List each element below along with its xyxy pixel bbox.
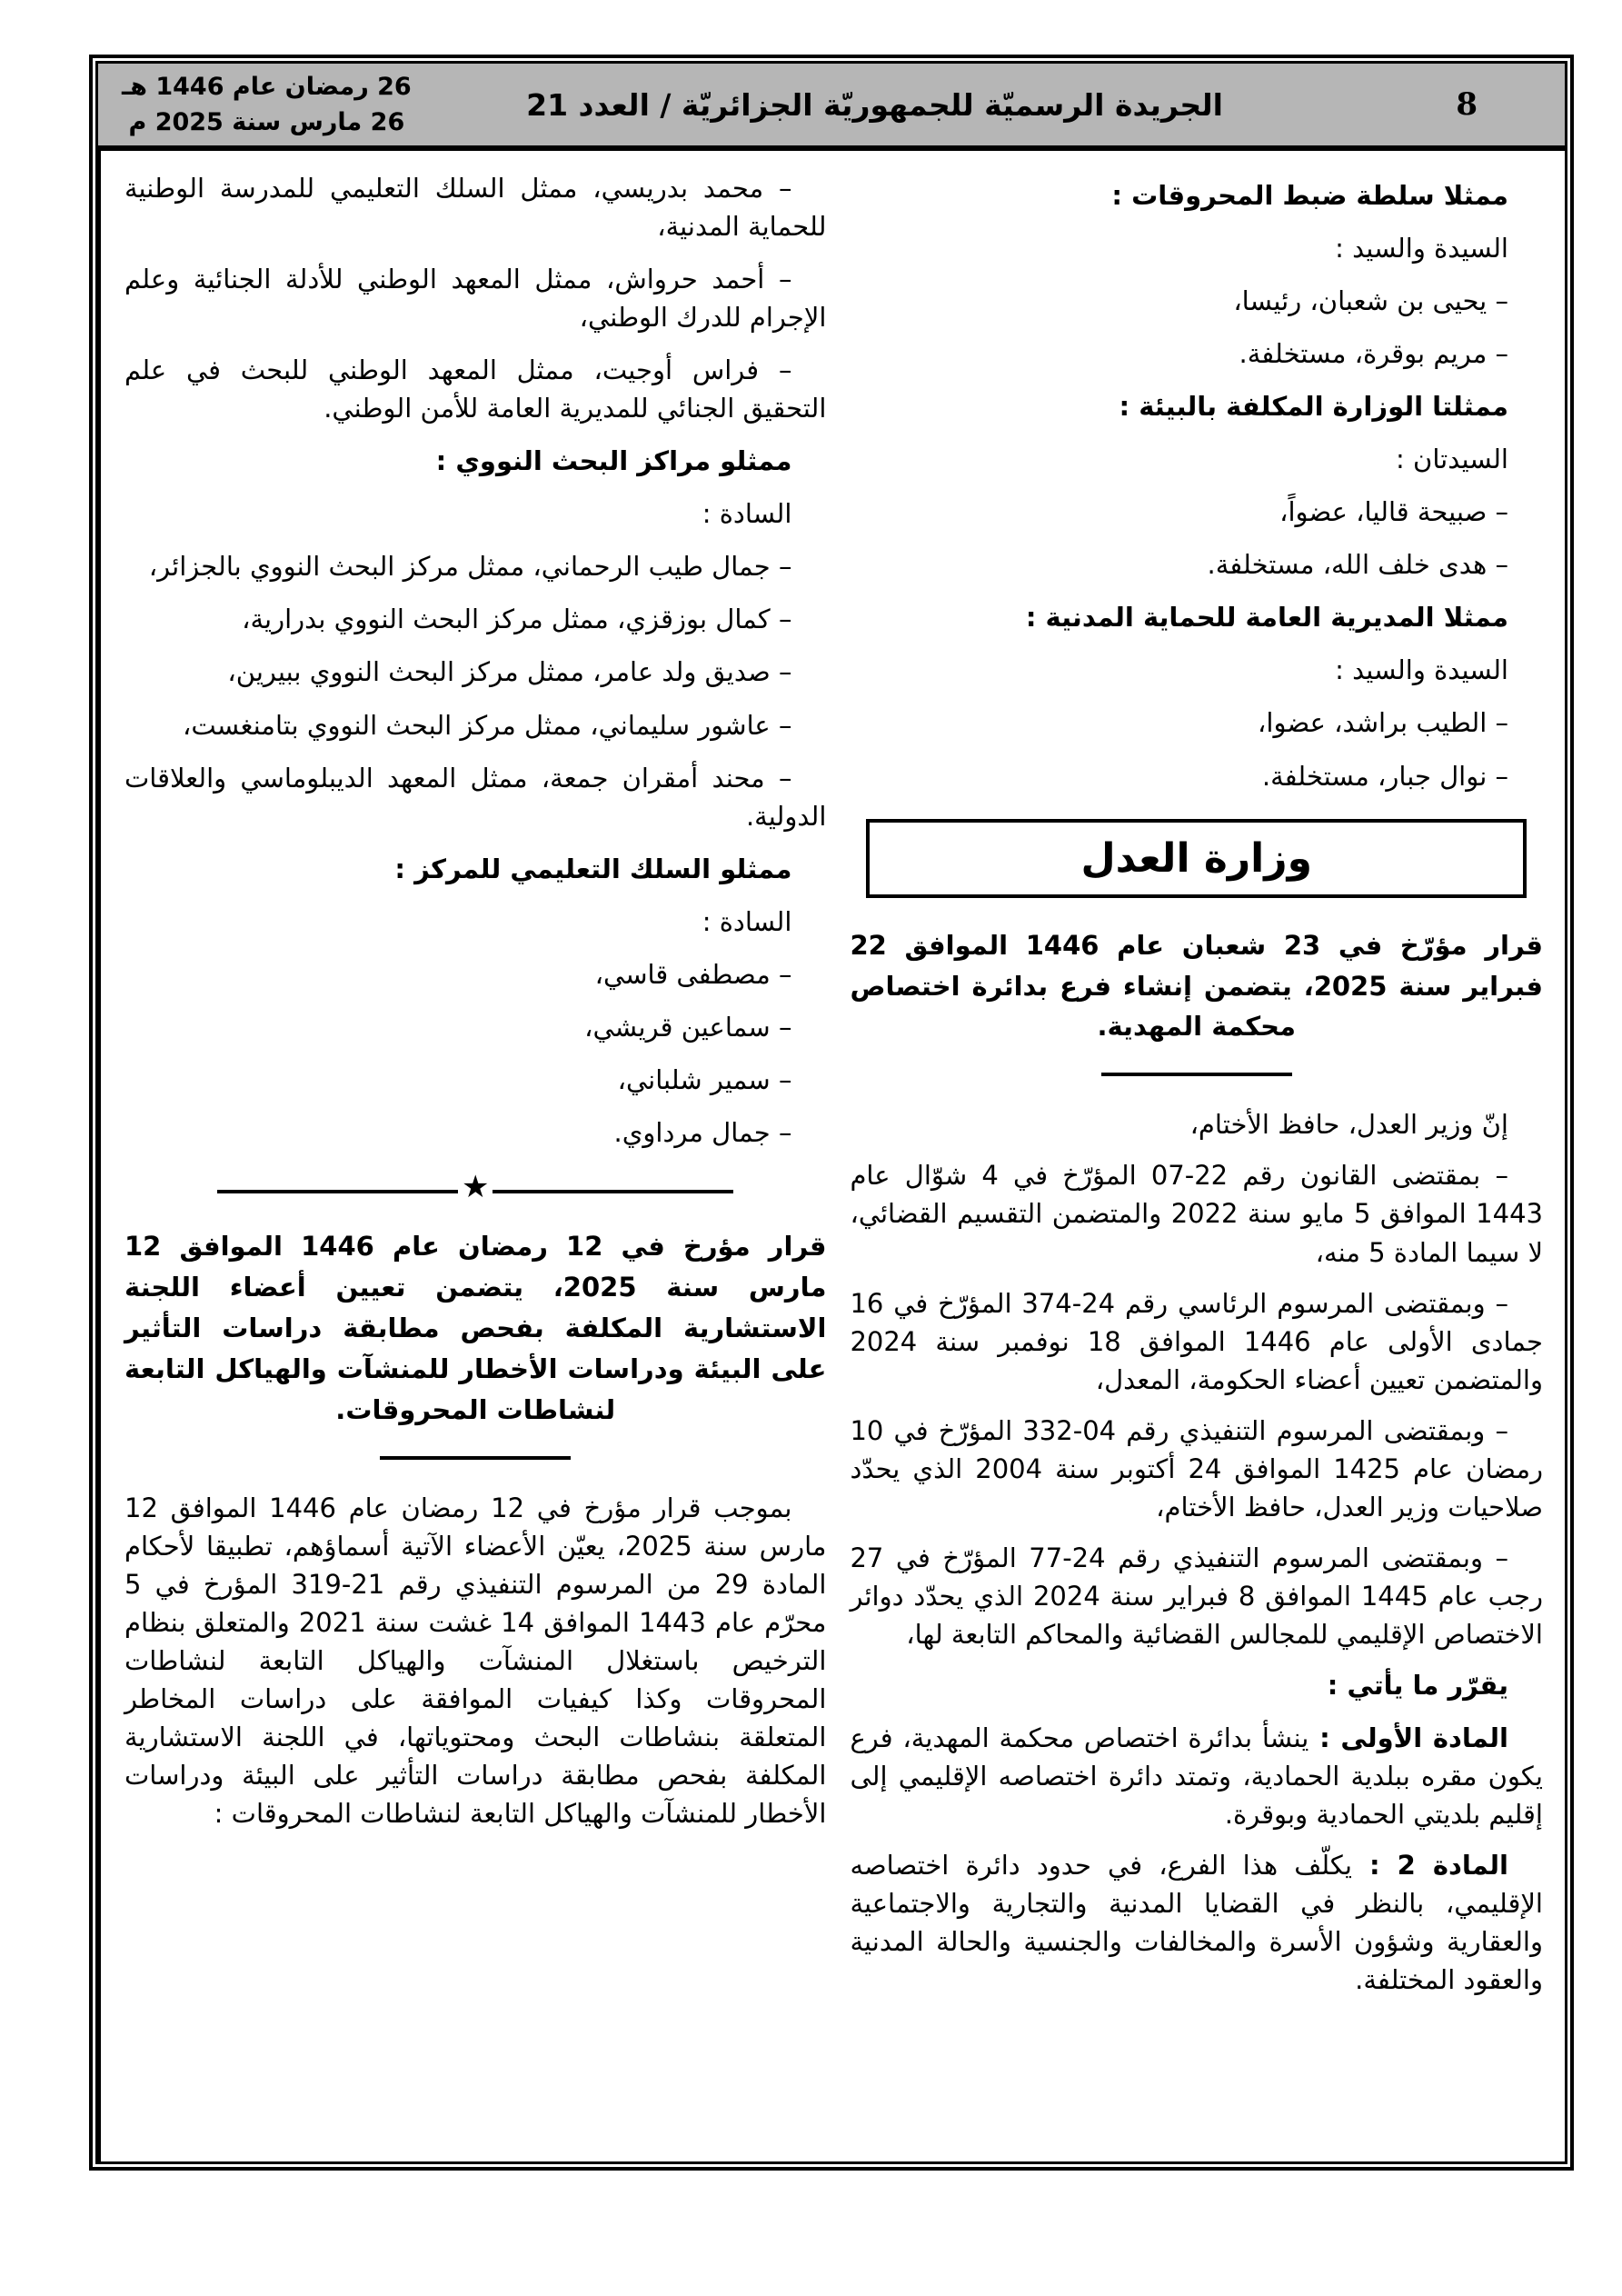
list-item-benchaabane: – يحيى بن شعبان، رئيسا، <box>1233 285 1508 317</box>
label-mesdames: السيدتان : <box>1396 444 1508 475</box>
column-left <box>837 151 1565 2161</box>
visa-decree-24-374: – وبمقتضى المرسوم الرئاسي رقم 24‏-‏374 المؤرّخ في 16 جمادى الأولى عام 1446 الموافق 18 نوفمبر سنة 2024 والمتضمن تعيين أعضاء الحكومة، المعدل، <box>850 1287 1543 1395</box>
list-item-slimani: – عاشور سليماني، ممثل مركز البحث النووي بتامنغست، <box>182 709 792 741</box>
section-rule <box>380 1456 571 1460</box>
list-item-chelbani: – سمير شلباني، <box>617 1063 792 1095</box>
label-madame-monsieur: السيدة والسيد : <box>1335 654 1508 686</box>
article-1 <box>850 1719 1543 1833</box>
list-item-ouldamer: – صديق ولد عامر، ممثل مركز البحث النووي ببيرين، <box>227 656 792 688</box>
list-item-oudjit: – فراس أوجيت، ممثل المعهد الوطني للبحث في علم التحقيق الجنائي للمديرية العامة للأمن الوطني. <box>124 354 827 424</box>
content-columns <box>98 151 1565 2161</box>
star-icon: ★ <box>461 1168 490 1205</box>
header-band <box>98 64 1565 151</box>
list-item-rahmani: – جمال طيب الرحماني، ممثل مركز البحث النووي بالجزائر، <box>148 551 792 583</box>
list-item-kaci: – مصطفى قاسي، <box>594 958 792 990</box>
article-1-text: ينشأ بدائرة اختصاص محكمة المهدية، فرع يكون مقره ببلدية الحمادية، وتمتد دائرة اختصاصه الإقليمي إلى إقليم بلديتي الحمادية وبوقرة. <box>850 1722 1543 1831</box>
heading-nuclear-centers: ممثلو مراكز البحث النووي : <box>435 445 792 477</box>
column-right <box>98 151 837 2161</box>
list-item-bouguerra: – مريم بوقرة، مستخلفة. <box>1239 338 1508 370</box>
heading-hydrocarbons-authority: ممثلا سلطة ضبط المحروقات : <box>1111 180 1508 211</box>
decree-title-hydrocarbons: قرار مؤرخ في 12 رمضان عام 1446 الموافق 12 مارس سنة 2025، يتضمن تعيين أعضاء اللجنة الاستشارية المكلفة بفحص مطابقة دراسات التأثير على البيئة ودراسات الأخطار للمنشآت والهياكل التابعة لنشاطات المحروقات. <box>124 1230 827 1425</box>
heading-decides: يقرّر ما يأتي : <box>1327 1669 1508 1701</box>
heading-environment-ministry: ممثلتا الوزارة المكلفة بالبيئة : <box>1119 391 1508 423</box>
separator-line <box>493 1190 733 1193</box>
decree-title-justice: قرار مؤرّخ في 23 شعبان عام 1446 الموافق 22 فبراير سنة 2025، يتضمن إنشاء فرع بدائرة اختصاص محكمة المهدية. <box>850 929 1543 1043</box>
list-item-harouache: – أحمد حرواش، ممثل المعهد الوطني للأدلة الجنائية وعلم الإجرام للدرك الوطني، <box>124 264 827 334</box>
date-hijri: 26 رمضان عام 1446 هـ <box>122 72 412 101</box>
list-item-badrissi: – محمد بدريسي، ممثل السلك التعليمي للمدرسة الوطنية للحماية المدنية، <box>124 173 827 243</box>
date-gregorian: 26 مارس سنة 2025 م <box>128 108 405 136</box>
list-item-khalfallah: – هدى خلف الله، مستخلفة. <box>1207 549 1508 581</box>
article-2-text: يكلّف هذا الفرع، في حدود دائرة اختصاصه الإقليمي، بالنظر في القضايا المدنية والتجارية والاجتماعية والعقارية وشؤون الأسرة والمخالفات والجنسية والحالة المدنية والعقود المختلفة. <box>850 1850 1543 1996</box>
heading-civil-protection: ممثلا المديرية العامة للحماية المدنية : <box>1025 602 1508 634</box>
separator-line <box>217 1190 458 1193</box>
article-2-label: المادة 2 : <box>1352 1850 1508 1882</box>
list-item-djemaa: – محند أمقران جمعة، ممثل المعهد الديبلوماسي والعلاقات الدولية. <box>124 762 827 832</box>
page-number: 8 <box>1456 86 1478 123</box>
page-frame-inner <box>95 61 1567 2164</box>
list-item-djebbar: – نوال جبار، مستخلفة. <box>1261 760 1508 792</box>
label-messieurs: السادة : <box>702 905 792 937</box>
list-item-galia: – صبيحة قاليا، عضواً، <box>1279 496 1508 528</box>
header-dates <box>122 69 412 140</box>
decree-body-hydrocarbons: بموجب قرار مؤرخ في 12 رمضان عام 1446 الموافق 12 مارس سنة 2025، يعيّن الأعضاء الآتية أسماؤهم، تطبيقا لأحكام المادة 29 من المرسوم التنفيذي رقم 21‏-‏319 المؤرخ في 5 محرّم عام 1443 الموافق 14 غشت سنة 2021 والمتعلق بنظام الترخيص باستغلال المنشآت والهياكل التابعة لنشاطات المحروقات وكذا كيفيات الموافقة على دراسات المخاطر المتعلقة بنشاطات البحث ومحتوياتها، في اللجنة الاستشارية المكلفة بفحص مطابقة دراسات التأثير على البيئة ودراسات الأخطار للمنشآت والهياكل التابعة لنشاطات المحروقات : <box>124 1492 827 1829</box>
decree-intro: إنّ وزير العدل، حافظ الأختام، <box>1189 1109 1508 1141</box>
list-item-bouzegzi: – كمال بوزقزي، ممثل مركز البحث النووي بدرارية، <box>242 604 792 635</box>
star-separator <box>124 1168 826 1205</box>
heading-teaching-corps: ممثلو السلك التعليمي للمركز : <box>394 853 792 884</box>
label-madame-monsieur: السيدة والسيد : <box>1335 233 1508 265</box>
list-item-brached: – الطيب براشد، عضوا، <box>1258 707 1508 739</box>
visa-decree-24-77: – وبمقتضى المرسوم التنفيذي رقم 24‏-‏77 المؤرّخ في 27 رجب عام 1445 الموافق 8 فبراير سنة 2024 الذي يحدّد دوائر الاختصاص الإقليمي للمجالس القضائية والمحاكم التابعة لها، <box>850 1542 1543 1650</box>
label-messieurs: السادة : <box>702 498 792 530</box>
article-1-label: المادة الأولى : <box>1309 1722 1508 1754</box>
list-item-krichi: – سماعين قريشي، <box>584 1011 792 1043</box>
ministry-justice-box: وزارة العدل <box>866 819 1527 898</box>
visa-law-22-07: – بمقتضى القانون رقم 22‏-‏07 المؤرّخ في 4 شوّال عام 1443 الموافق 5 مايو سنة 2022 والمتضمن التقسيم القضائي، لا سيما المادة 5 منه، <box>850 1160 1543 1268</box>
visa-decree-04-332: – وبمقتضى المرسوم التنفيذي رقم 04‏-‏332 المؤرّخ في 10 رمضان عام 1425 الموافق 24 أكتوبر سنة 2004 الذي يحدّد صلاحيات وزير العدل، حافظ الأختام، <box>850 1414 1543 1522</box>
gazette-title: الجريدة الرسميّة للجمهوريّة الجزائريّة / العدد 21 <box>526 86 1223 123</box>
article-2 <box>850 1846 1543 1999</box>
list-item-merdaoui: – جمال مرداوي. <box>613 1116 792 1148</box>
page-frame <box>89 55 1574 2171</box>
section-rule <box>1101 1073 1292 1076</box>
